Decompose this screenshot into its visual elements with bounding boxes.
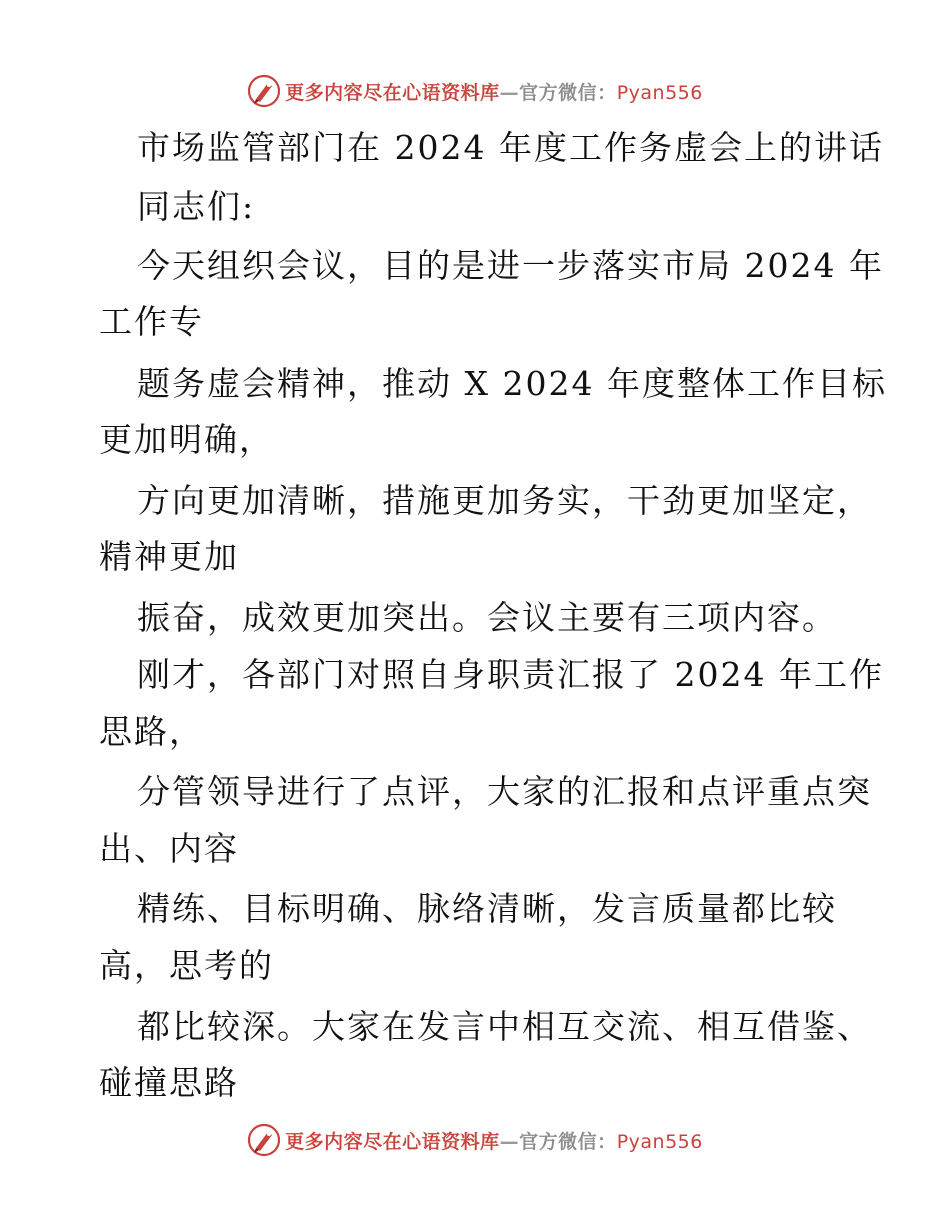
wechat-label: 官方微信： bbox=[519, 1130, 617, 1153]
text-line: 题务虚会精神，推动 X 2024 年度整体工作目标 bbox=[137, 364, 887, 403]
text-line: 刚才，各部门对照自身职责汇报了 2024 年工作 bbox=[137, 655, 884, 694]
text-line: 碰撞思路 bbox=[99, 1063, 239, 1102]
text-line: 方向更加清晰，措施更加务实，干劲更加坚定， bbox=[137, 481, 872, 520]
pen-logo-icon bbox=[247, 74, 281, 108]
text-line: 高，思考的 bbox=[99, 946, 274, 985]
watermark-separator: — bbox=[499, 1130, 520, 1153]
text-line: 精练、目标明确、脉络清晰，发言质量都比较 bbox=[137, 889, 837, 928]
text-line: 分管领导进行了点评，大家的汇报和点评重点突 bbox=[137, 772, 872, 811]
text-line: 同志们: bbox=[137, 187, 256, 226]
watermark-text: 更多内容尽在心语资料库 bbox=[285, 81, 500, 104]
document-title: 市场监管部门在 2024 年度工作务虚会上的讲话 bbox=[137, 128, 884, 167]
text-line: 思路， bbox=[99, 712, 204, 751]
text-line: 工作专 bbox=[99, 302, 204, 341]
wechat-id: Pyan556 bbox=[616, 1130, 703, 1153]
text-line: 精神更加 bbox=[99, 537, 239, 576]
text-line: 都比较深。大家在发言中相互交流、相互借鉴、 bbox=[137, 1007, 872, 1046]
pen-logo-icon bbox=[247, 1123, 281, 1157]
text-line: 出、内容 bbox=[99, 829, 239, 868]
watermark-text: 更多内容尽在心语资料库 bbox=[285, 1130, 500, 1153]
wechat-id: Pyan556 bbox=[616, 81, 703, 104]
watermark-separator: — bbox=[499, 81, 520, 104]
text-line: 振奋，成效更加突出。会议主要有三项内容。 bbox=[137, 598, 837, 637]
text-line: 更加明确， bbox=[99, 420, 274, 459]
wechat-label: 官方微信： bbox=[519, 81, 617, 104]
watermark-banner-top bbox=[0, 71, 950, 111]
text-line: 今天组织会议，目的是进一步落实市局 2024 年 bbox=[137, 246, 884, 285]
watermark-banner-bottom bbox=[0, 1120, 950, 1160]
